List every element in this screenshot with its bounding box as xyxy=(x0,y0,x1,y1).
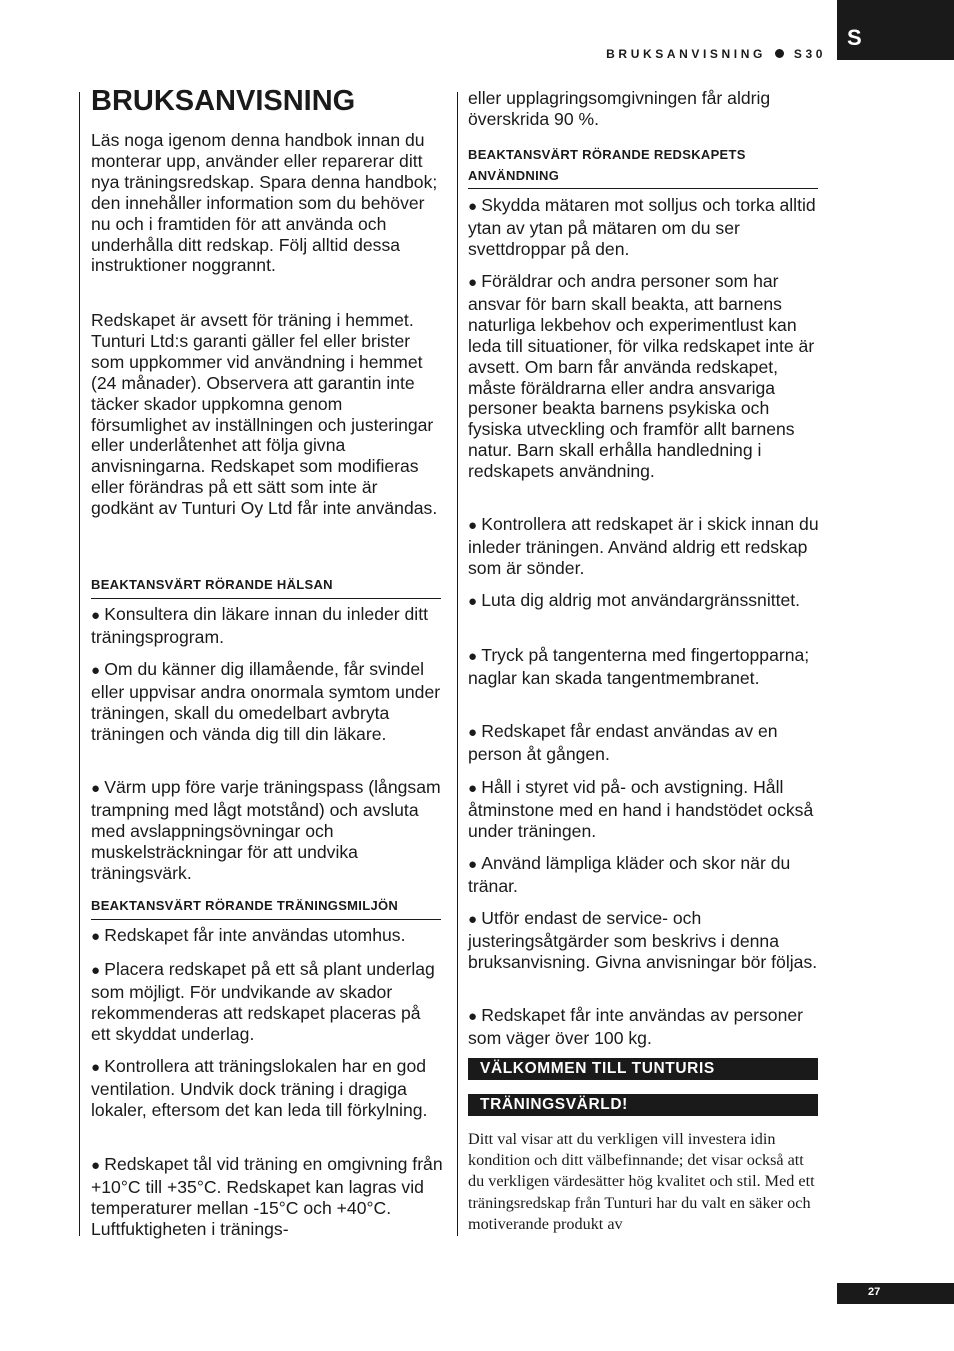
health-item: ● Värm upp före varje träningspass (långsam trampning med lågt motstånd) och avsluta med avslappningsövningar och muskelsträckningar för att undvika träningsvärk. xyxy=(91,777,443,884)
environment-item: ● Kontrollera att träningslokalen har en god ventilation. Undvik dock träning i dragiga lokaler, eftersom det kan leda till förkylning. xyxy=(91,1056,443,1121)
usage-item: ● Använd lämpliga kläder och skor när du tränar. xyxy=(468,853,820,897)
environment-item: ● Redskapet tål vid träning en omgivning från +10°C till +35°C. Redskapet kan lagras vid temperaturer mellan -15°C och +40°C. Luftfuktigheten i tränings- xyxy=(91,1154,443,1240)
health-item: ● Om du känner dig illamående, får svindel eller uppvisar andra onormala symtom under träningen, skall du omedelbart avbryta träningen och vända dig till din läkare. xyxy=(91,659,443,745)
environment-heading: BEAKTANSVÄRT RÖRANDE TRÄNINGSMILJÖN xyxy=(91,896,441,920)
welcome-text: Ditt val visar att du verkligen vill investera idin kondition och ditt välbefinnande; det visar också att du verkligen värdesätter hög kvalitet och stil. Med ett träningsredskap från Tunturi har du valt en säker och motiverande produkt av xyxy=(468,1130,815,1233)
usage-item: ● Utför endast de service- och justeringsåtgärder som beskrivs i denna bruksanvisning. Givna anvisningar bör följas. xyxy=(468,908,820,973)
usage-item: ● Luta dig aldrig mot användargränssnittet. xyxy=(468,590,820,613)
page-title: BRUKSANVISNING xyxy=(91,85,356,117)
left-column-rule xyxy=(79,92,80,1236)
usage-item: ● Kontrollera att redskapet är i skick innan du inleder träningen. Använd aldrig ett redskap som är sönder. xyxy=(468,514,820,579)
page-number: 27 xyxy=(837,1283,954,1304)
running-header xyxy=(606,47,826,61)
running-header-model: S30 xyxy=(793,47,826,61)
health-heading: BEAKTANSVÄRT RÖRANDE HÄLSAN xyxy=(91,575,441,599)
running-header-title: BRUKSANVISNING xyxy=(606,47,766,61)
usage-item: ● Föräldrar och andra personer som har ansvar för barn skall beakta, att barnens naturliga lekbehov och experimentlust kan leda till situationer, för vilka redskapet inte är avsett. Om barn får använda redskapet, måste föräldrarna eller andra ansvariga personer beakta barnens psykiska och fysiska utveckling och framför allt barnens natur. Barn skall erhålla handledning i redskapets användning. xyxy=(468,271,820,482)
language-tab: S xyxy=(837,0,954,60)
bullet-dot-icon xyxy=(775,49,784,58)
environment-item: ● Placera redskapet på ett så plant underlag som möjligt. För undvikande av skador rekommenderas att redskapet placeras på ett skyddat underlag. xyxy=(91,959,443,1045)
usage-item: ● Håll i styret vid på- och avstigning. Håll åtminstone med en hand i handstödet också under träningen. xyxy=(468,777,820,842)
intro-paragraph: Läs noga igenom denna handbok innan du monterar upp, använder eller reparerar ditt nya träningsredskap. Spara denna handbok; den innehåller information som du behöver nu och i framtiden för att använda och underhålla ditt redskap. Följ alltid dessa instruktioner noggrannt. xyxy=(91,130,438,276)
environment-continuation: eller upplagringsomgivningen får aldrig överskrida 90 %. xyxy=(468,88,771,129)
usage-item: ● Tryck på tangenterna med fingertopparna; naglar kan skada tangentmembranet. xyxy=(468,645,820,689)
usage-item: ● Redskapet får endast användas av en person åt gången. xyxy=(468,721,820,765)
welcome-banner-line2: TRÄNINGSVÄRLD! xyxy=(468,1094,818,1116)
usage-heading: BEAKTANSVÄRT RÖRANDE REDSKAPETS ANVÄNDNING xyxy=(468,145,818,189)
right-column-rule xyxy=(457,92,458,1236)
usage-item: ● Redskapet får inte användas av personer som väger över 100 kg. xyxy=(468,1005,820,1049)
welcome-banner-line1: VÄLKOMMEN TILL TUNTURIS xyxy=(468,1058,818,1080)
usage-item: ● Skydda mätaren mot solljus och torka alltid ytan av ytan på mätaren om du ser svettdroppar på den. xyxy=(468,195,820,260)
health-item: ● Konsultera din läkare innan du inleder ditt träningsprogram. xyxy=(91,604,443,648)
environment-item: ● Redskapet får inte användas utomhus. xyxy=(91,925,443,948)
intro-paragraph: Redskapet är avsett för träning i hemmet. Tunturi Ltd:s garanti gäller fel eller brister som uppkommer vid användning i hemmet (24 månader). Observera att garantin inte täcker skador uppkomna genom försumlighet av inställningen och justeringar eller underlåtenhet att följa givna anvisningarna. Redskapet som modifieras eller förändras på ett sätt som inte är godkänt av Tunturi Oy Ltd får inte användas. xyxy=(91,310,438,519)
